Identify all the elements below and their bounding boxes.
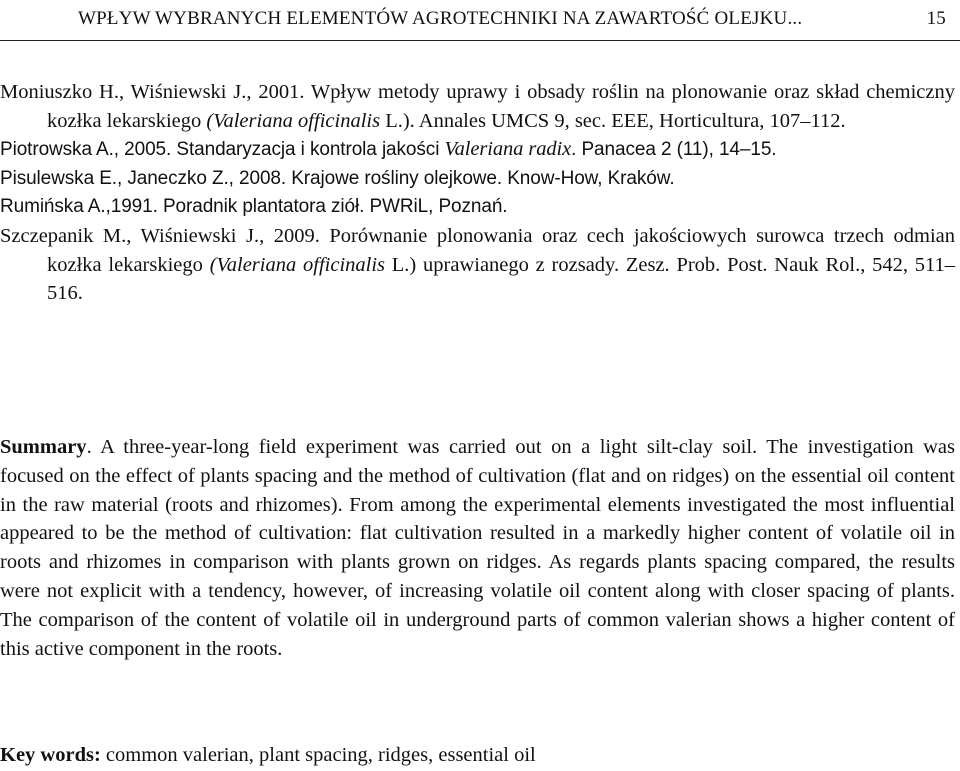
reference-italic-text: (Valeriana officinalis bbox=[209, 253, 386, 276]
reference-text: Szczepanik M., Wiśniewski J., 2009. Porównanie plonowania oraz cech jakościowych surowca trzech odmian kozłka lekarskiego bbox=[0, 224, 955, 276]
reference-item bbox=[0, 165, 955, 194]
reference-text: Moniuszko H., Wiśniewski J., 2001. Wpływ metody uprawy i obsady roślin na plonowanie oraz skład chemiczny kozłka lekarskiego bbox=[0, 81, 955, 132]
reference-item bbox=[0, 222, 955, 308]
reference-text: Pisulewska E., Janeczko Z., 2008. Krajowe rośliny olejkowe. Know-How, Kraków. bbox=[0, 167, 675, 189]
reference-item bbox=[0, 135, 955, 165]
summary-text: . A three-year-long field experiment was carried out on a light silt-clay soil. The investigation was focused on the effect of plants spacing and the method of cultivation (flat and on ridges) on the essential oil content in the raw material (roots and rhizomes). From among the experimental elements investigated the most influential appeared to be the method of cultivation: flat cultivation resulted in a markedly higher content of volatile oil in roots and rhizomes in comparison with plants grown on ridges. As regards plants spacing compared, the results were not explicit with a tendency, however, of increasing volatile oil content along with closer spacing of plants. The comparison of the content of volatile oil in underground parts of common valerian shows a higher content of this active component in the roots. bbox=[0, 436, 955, 660]
page-number: 15 bbox=[926, 8, 946, 29]
reference-text: L.) uprawianego z rozsady. Zesz. Prob. Post. Nauk Rol., 542, 511–516. bbox=[47, 253, 956, 305]
running-header-title: WPŁYW WYBRANYCH ELEMENTÓW AGROTECHNIKI NA ZAWARTOŚĆ OLEJKU... bbox=[78, 8, 803, 29]
reference-text: Piotrowska A., 2005. Standaryzacja i kontrola jakości bbox=[0, 139, 445, 161]
keywords-label: Key words: bbox=[0, 744, 101, 766]
reference-list bbox=[0, 78, 955, 308]
summary-paragraph bbox=[0, 433, 955, 663]
reference-item bbox=[0, 78, 955, 135]
reference-italic-text: (Valeriana officinalis bbox=[206, 109, 381, 132]
keywords-text: common valerian, plant spacing, ridges, essential oil bbox=[100, 744, 536, 766]
header-rule bbox=[0, 40, 960, 41]
reference-item bbox=[0, 193, 955, 222]
reference-italic-text: Valeriana radix bbox=[444, 138, 572, 161]
reference-text: L.). Annales UMCS 9, sec. EEE, Horticultura, 107–112. bbox=[380, 109, 846, 132]
reference-text: . Panacea 2 (11), 14–15. bbox=[571, 139, 777, 161]
running-header bbox=[78, 6, 954, 32]
keywords-line bbox=[0, 741, 955, 769]
reference-text: Rumińska A.,1991. Poradnik plantatora ziół. PWRiL, Poznań. bbox=[0, 196, 508, 218]
summary-label: Summary bbox=[0, 436, 87, 458]
